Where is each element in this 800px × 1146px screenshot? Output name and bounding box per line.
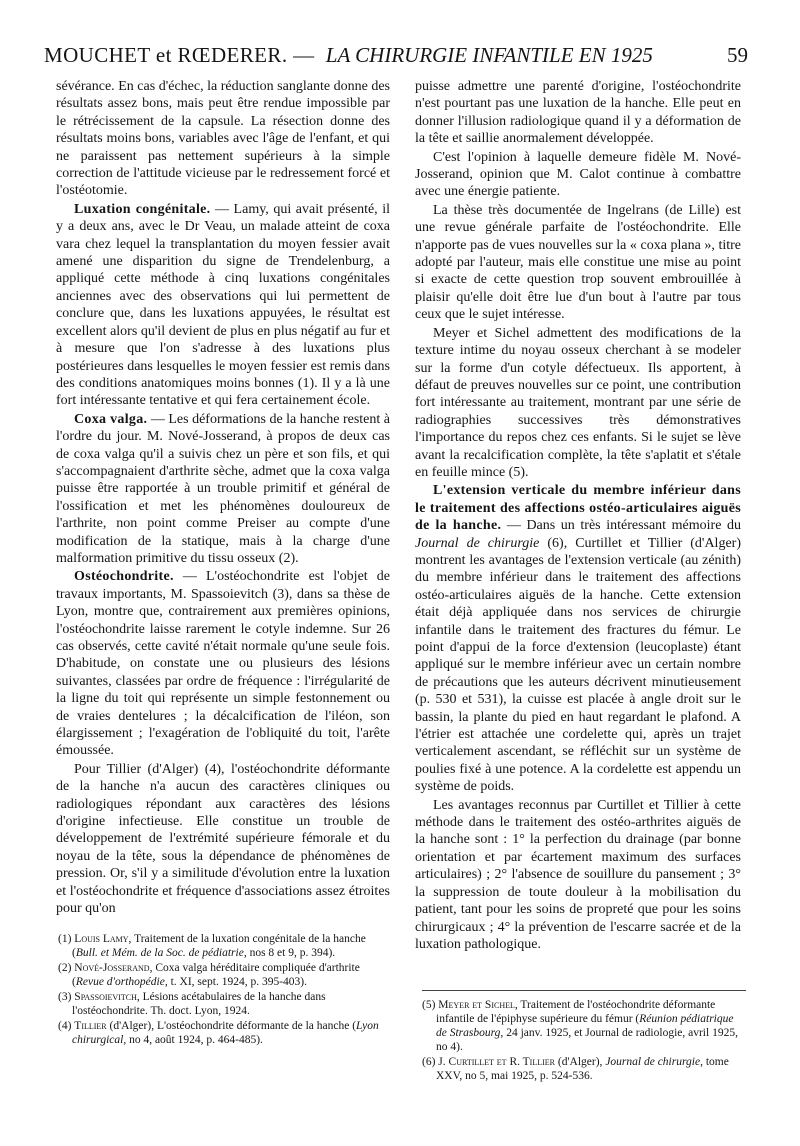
section-heading: Ostéochondrite. [74,569,174,585]
header-authors: MOUCHET et RŒDERER. — [44,43,315,67]
section-text: — Les déformations de la hanche restent à l'ordre du jour. M. Nové-Josserand, à propos de deux cas de coxa valga qu'il a suivis chez un père et son fils, et qui s'accompagnaient d'arthrite sèche, admet que la coxa valga puisse être rapportée à un trouble primitif et général de l'ossification et met les phénomènes douloureux de l'arthrite, non point comme Preiser au compte d'une modification de la statique, mais à la charge d'une malformation primitive du tissu osseux (2). [56,411,390,566]
footnote [58,932,392,960]
footnote [422,998,746,1054]
footnote-number: (2) [58,962,72,974]
section-text: — Dans un très intéressant mémoire du [501,518,741,534]
footnote-source: Journal de chirurgie, [605,1056,703,1068]
right-column [415,78,741,953]
footnote-number: (5) [422,999,436,1011]
footnote-text: Lésions acétabulaires de la hanche dans l'ostéochondrite. Th. doct. Lyon, 1924. [72,991,326,1017]
footnote-number: (3) [58,991,72,1003]
footnote-number: (1) [58,933,72,945]
section-heading: Luxation congénitale. [74,201,211,217]
footnote [422,1055,746,1083]
section-text: — Lamy, qui avait présenté, il y a deux ans, avec le Dr Veau, un malade atteint de coxa vara chez lequel la transplantation du moyen fessier avait amené une disparition du signe de Trendelenburg, a appliqué cette méthode à cinq luxations congénitales anciennes avec des observations qui lui permettent de conclure que, dans les luxations appuyées, le résultat est excellent alors qu'il devient de plus en plus négatif au fur et à mesure que l'on s'adresse à des luxations plus postérieures dans lesquelles le moyen fessier est remis dans des conditions anatomiques moins bonnes (1). Il y a là une fort intéressante tentative et qui fera certainement école. [56,201,391,409]
section-extension [415,482,741,795]
section-heading: Coxa valga. [74,411,148,427]
paragraph: C'est l'opinion à laquelle demeure fidèle M. Nové-Josserand, opinion que M. Calot continue à combattre avec une énergie patiente. [415,149,741,200]
header-title: LA CHIRURGIE INFANTILE EN 1925 [325,43,653,67]
left-column [56,78,390,918]
footnote [58,961,392,989]
footnote-author: Tillier [74,1020,107,1032]
footnote-text: Traitement de la luxation congénitale de la hanche ( [72,933,366,959]
footnote-text: Coxa valga héréditaire compliquée d'arthrite ( [72,962,360,988]
footnote-author: Spassoievitch, [74,991,140,1003]
page-number: 59 [727,43,748,67]
footnote-tail: tome XXV, no 5, mai 1925, p. 524-536. [436,1056,729,1082]
footnote [58,990,392,1018]
footnote-tail: no 4, août 1924, p. 464-485). [126,1034,263,1046]
section-text: (6), Curtillet et Tillier (d'Alger) montrent les avantages de l'extension verticale (au zénith) du membre inférieur dans le traitement des affections ostéo-articulaires aiguës de la hanche. Cette extension était déjà appliquée dans nos services de chirurgie infantile dans le traitement des fractures du fémur. Le point d'appui de la force d'extension (leucoplaste) étant appliqué sur le membre inférieur avec un certain nombre de précautions que les auteurs décrivent minutieusement (p. 530 et 531), la cuisse est placée à angle droit sur le bassin, la plante du pied en haut regardant le plafond. A l'étrier est attachée une cordelette qui, après un trajet verticalement ascendant, se réfléchit sur un système de poulies fixé à une potence. A la cordelette est appendu un système de poids. [415,535,741,795]
footnote-number: (4) [58,1020,72,1032]
section-coxa-valga [56,411,390,568]
section-luxation [56,201,390,410]
footnote-source: Réunion pédiatrique de Strasbourg, [436,1013,734,1039]
paragraph: sévérance. En cas d'échec, la réduction sanglante donne des résultats assez bons, mais peut être rendue impossible par le rétrécissement de la capsule. La résection donne des résultats moins bons, variables avec l'âge de l'enfant, et qui ne paraissent pas nettement supérieurs à la simple correction de l'attitude vicieuse par le redressement forcé et l'ostéotomie. [56,79,390,199]
running-header [44,38,748,72]
footnotes-left [58,932,392,1048]
section-text: — L'ostéochondrite est l'objet de travaux importants, M. Spassoievitch (3), dans sa thèse de Lyon, montre que, contrairement aux premières opinions, l'ostéochondrite laisse rarement le cotyle indemne. Sur 26 cas observés, cette cavité n'était normale qu'une seule fois. D'habitude, on constate une ou plusieurs des lésions suivantes, classées par ordre de fréquence : l'irrégularité de la ligne du toit qui représente un simple festonnement ou de vraies dentelures ; la décalcification de l'iléon, son élargissement ; l'exagération de l'obliquité du toit, l'arête émoussée. [56,569,390,759]
section-heading: L'extension verticale du membre inférieur dans le traitement des affections ostéo-articulaires aiguës de la hanche. [415,483,741,534]
footnote [58,1019,392,1047]
footnote-author: Louis Lamy, [74,933,132,945]
paragraph: La thèse très documentée de Ingelrans (de Lille) est une revue générale parfaite de l'ostéochondrite. Elle n'apporte pas de vues nouvelles sur la « coxa plana », titre adopté par l'auteur, mais elle constitue une mise au point si exacte de cette question trop souvent embrouillée à plaisir qu'elle doit être lue d'un bout à l'autre par tous ceux que le sujet intéresse. [415,202,741,323]
footnote-text: Traitement de l'ostéochondrite déformante infantile de l'épiphyse supérieure du fémur ( [436,999,716,1025]
footnote-author: Meyer et Sichel, [438,999,518,1011]
footnote-source: Revue d'orthopédie, [75,976,168,988]
journal-title: Journal de chirurgie [415,535,540,551]
footnote-text: (d'Alger), [555,1056,606,1068]
footnote-number: (6) [422,1056,436,1068]
footnote-tail: t. XI, sept. 1924, p. 395-403). [167,976,307,988]
section-osteochondrite [56,568,390,759]
footnotes-right [422,998,746,1084]
paragraph: puisse admettre une parenté d'origine, l'ostéochondrite n'est pourtant pas une luxation de la hanche. Elle peut en donner l'illusion radiologique quand il y a déformation de la tête et saillie anormalement développée. [415,79,741,147]
footnote-text: (d'Alger), L'ostéochondrite déformante de la hanche ( [106,1020,357,1032]
footnote-tail: 24 janv. 1925, et Journal de radiologie, avril 1925, no 4). [436,1027,738,1053]
footnote-source: Bull. et Mém. de la Soc. de pédiatrie, [75,947,247,959]
footnote-divider [422,990,746,991]
paragraph: Pour Tillier (d'Alger) (4), l'ostéochondrite déformante de la hanche n'a aucun des caractères cliniques ou radiologiques répondant aux caractères des lésions d'origine infectieuse. Elle constitue un trouble de développement de l'extrémité supérieure fémorale et du noyau de la tête, sous la dépendance de phénomènes de pression. Or, s'il y a similitude d'évolution entre la luxation et l'ostéochondrite et fréquence d'associations assez étroites pour qu'on [56,761,390,917]
paragraph: Les avantages reconnus par Curtillet et Tillier à cette méthode dans le traitement des ostéo-arthrites aiguës de la hanche sont : 1° la perfection du drainage (par bonne orientation et par écartement maximum des surfaces articulaires) ; 2° l'absence de souillure du pansement ; 3° la suppression de toute douleur à la mobilisation du patient, tant pour les soins de propreté que pour les soins chirurgicaux ; 4° la prévention de l'escarre sacrée et de la luxation pathologique. [415,797,741,952]
paragraph: Meyer et Sichel admettent des modifications de la texture intime du noyau osseux cherchant à se modeler sur la forme d'un cotyle défectueux. Ils apportent, à défaut de preuves nouvelles sur ce point, une contribution fort intéressante au traitement, montrant par une série de radiographies successives très démonstratives l'importance du repos chez ces enfants. Si le sujet se lève avant la recalcification complète, la tête s'aplatit et s'étale en feuille mince (5). [415,325,741,480]
footnote-author: Nové-Josserand, [74,962,153,974]
footnote-author: J. Curtillet et R. Tillier [438,1056,556,1068]
footnote-tail: nos 8 et 9, p. 394). [246,947,336,959]
footnote-source: Lyon chirurgical, [72,1020,379,1046]
